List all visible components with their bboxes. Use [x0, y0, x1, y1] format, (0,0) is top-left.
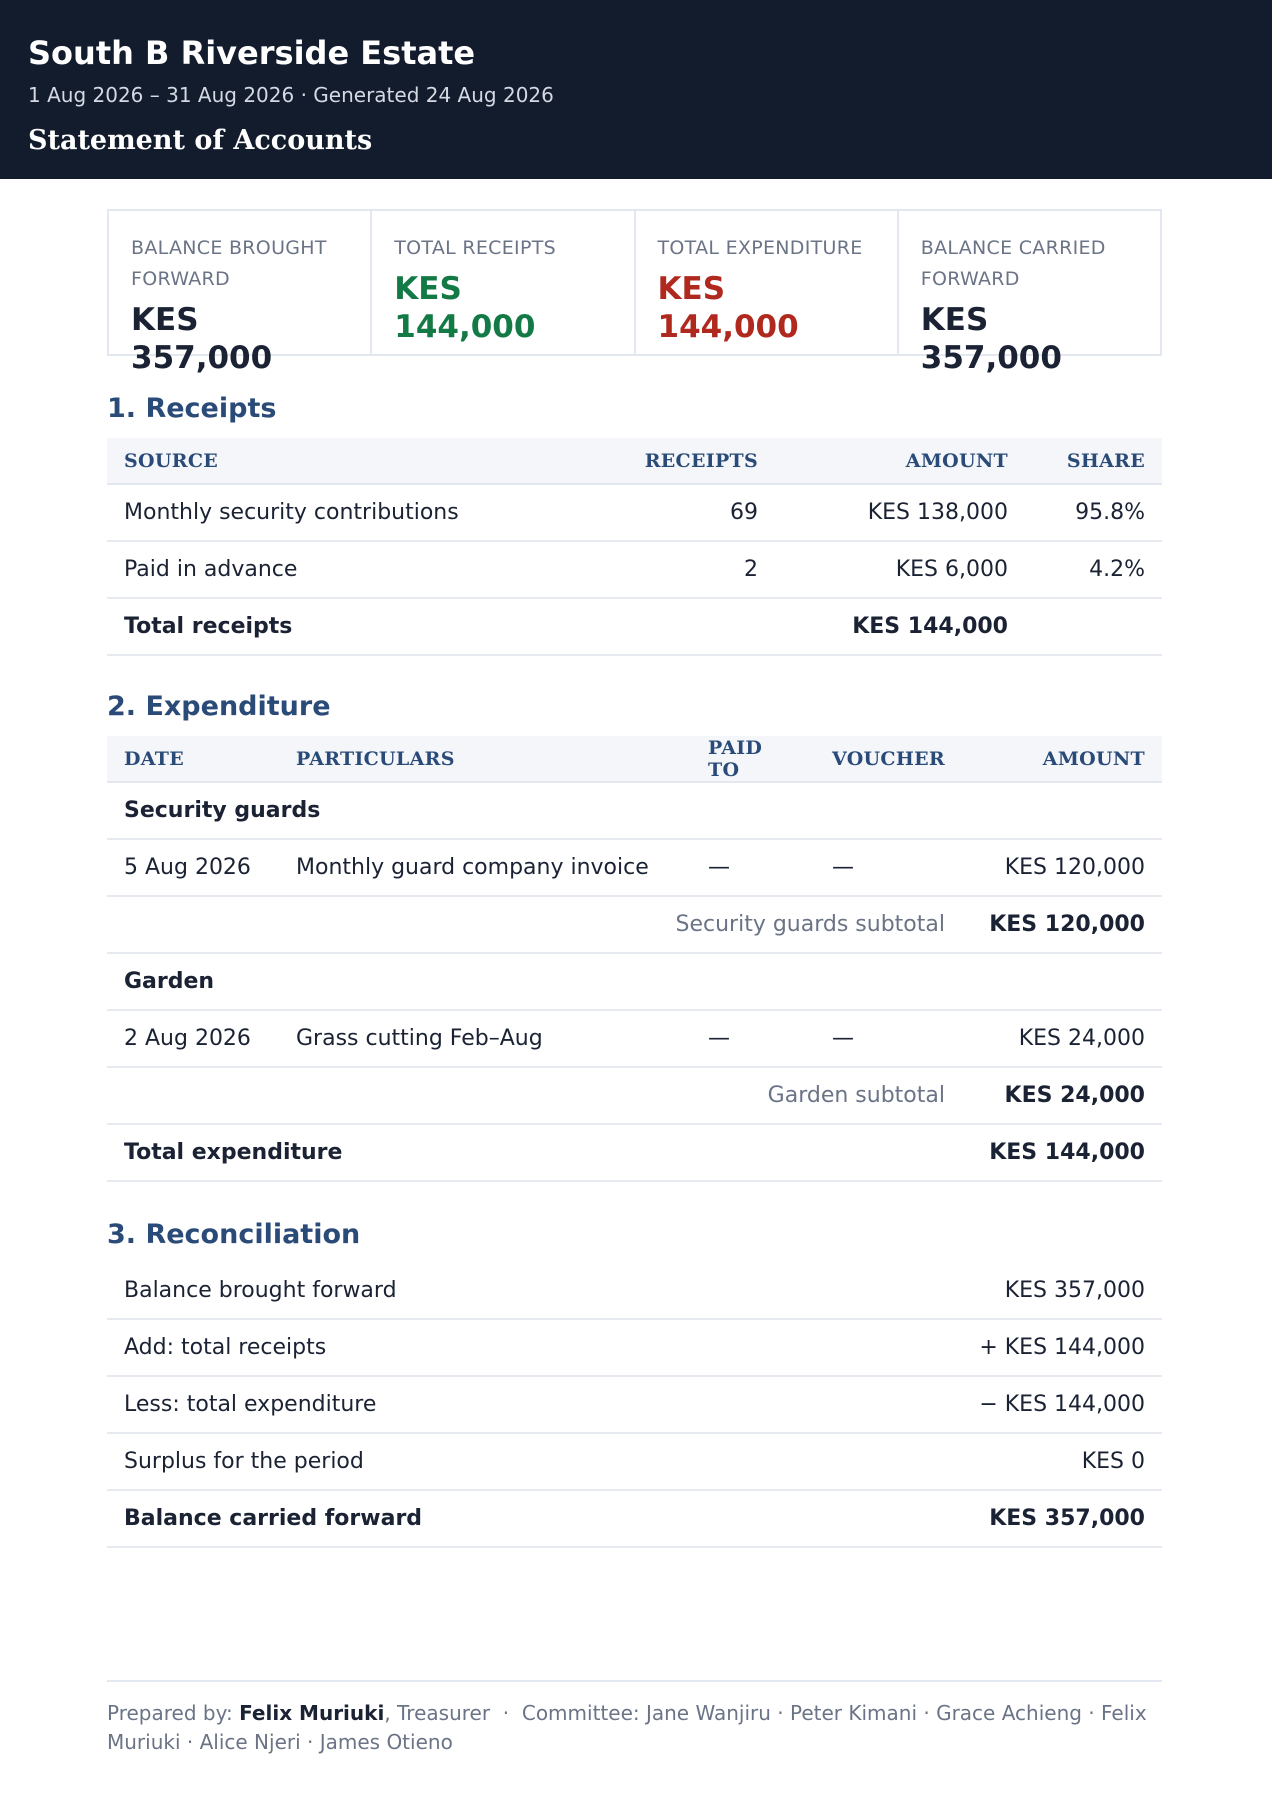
- col-receipts: RECEIPTS: [628, 438, 775, 484]
- table-row: [107, 1262, 1162, 1319]
- subtotal-row: [107, 896, 1162, 953]
- subtotal-row: [107, 1067, 1162, 1124]
- preparer-role: , Treasurer: [384, 1701, 491, 1725]
- prepared-by-label: Prepared by:: [107, 1701, 233, 1725]
- summary-value: KES 357,000: [131, 302, 273, 376]
- committee-list: Committee: Jane Wanjiru · Peter Kimani · Grace Achieng · Felix Muriuki · Alice Njeri · James Otieno: [107, 1701, 1147, 1754]
- summary-label: TOTAL EXPENDITURE: [657, 237, 863, 259]
- receipt-share: 4.2%: [1025, 541, 1162, 598]
- total-label: Total expenditure: [107, 1124, 962, 1181]
- subtotal-label: Garden subtotal: [107, 1067, 962, 1124]
- table-row: [107, 1433, 1162, 1490]
- expense-particulars: Monthly guard company invoice: [279, 839, 691, 896]
- summary-card-total-receipts: [372, 211, 635, 354]
- receipts-header-row: [107, 438, 1162, 484]
- recon-label: Balance brought forward: [107, 1262, 766, 1319]
- receipts-section-title: 1. Receipts: [107, 393, 277, 424]
- expenditure-total-row: [107, 1124, 1162, 1181]
- recon-label: Add: total receipts: [107, 1319, 766, 1376]
- expense-amount: KES 24,000: [962, 1010, 1162, 1067]
- total-amount: KES 144,000: [962, 1124, 1162, 1181]
- recon-label: Surplus for the period: [107, 1433, 766, 1490]
- expenditure-header-row: [107, 736, 1162, 782]
- estate-name: South B Riverside Estate: [28, 34, 476, 72]
- receipts-table: [107, 438, 1162, 656]
- receipt-share: 95.8%: [1025, 484, 1162, 541]
- table-row: [107, 1376, 1162, 1433]
- summary-label: TOTAL RECEIPTS: [394, 237, 556, 259]
- col-date: DATE: [107, 736, 279, 782]
- col-amount: AMOUNT: [962, 736, 1162, 782]
- table-row: [107, 839, 1162, 896]
- summary-card-balance-bf: [109, 211, 372, 376]
- receipts-total-row: [107, 598, 1162, 655]
- expenditure-group-row: [107, 782, 1162, 839]
- total-amount: KES 144,000: [775, 598, 1025, 655]
- col-source: SOURCE: [107, 438, 628, 484]
- statement-header: [0, 0, 1272, 179]
- summary-cards: [107, 209, 1162, 376]
- table-row: [107, 1319, 1162, 1376]
- col-amount: AMOUNT: [775, 438, 1025, 484]
- statement-footer: [107, 1680, 1162, 1757]
- expense-amount: KES 120,000: [962, 839, 1162, 896]
- summary-card-balance-cf: [899, 211, 1160, 376]
- total-label: Balance carried forward: [107, 1490, 766, 1547]
- footer-separator: ·: [502, 1701, 510, 1725]
- table-row: [107, 484, 1162, 541]
- expense-date: 2 Aug 2026: [107, 1010, 279, 1067]
- expenditure-section-title: 2. Expenditure: [107, 691, 331, 722]
- expenditure-group-row: [107, 953, 1162, 1010]
- subtotal-amount: KES 24,000: [962, 1067, 1162, 1124]
- recon-value: − KES 144,000: [766, 1376, 1162, 1433]
- empty-cell: [1025, 598, 1162, 655]
- reconciliation-table: [107, 1262, 1162, 1548]
- receipt-amount: KES 138,000: [775, 484, 1025, 541]
- col-particulars: PARTICULARS: [279, 736, 691, 782]
- total-amount: KES 357,000: [766, 1490, 1162, 1547]
- col-paid-to: PAID TO: [691, 736, 815, 782]
- receipt-count: 2: [628, 541, 775, 598]
- expense-date: 5 Aug 2026: [107, 839, 279, 896]
- reconciliation-total-row: [107, 1490, 1162, 1547]
- preparer-name: Felix Muriuki: [239, 1701, 385, 1725]
- total-label: Total receipts: [107, 598, 628, 655]
- reconciliation-section-title: 3. Reconciliation: [107, 1219, 361, 1250]
- empty-cell: [628, 598, 775, 655]
- summary-value: KES 144,000: [657, 271, 799, 345]
- receipt-amount: KES 6,000: [775, 541, 1025, 598]
- expense-paid-to: —: [691, 1010, 815, 1067]
- recon-value: + KES 144,000: [766, 1319, 1162, 1376]
- subtotal-label: Security guards subtotal: [107, 896, 962, 953]
- expenditure-table: [107, 736, 1162, 1182]
- expense-particulars: Grass cutting Feb–Aug: [279, 1010, 691, 1067]
- group-name: Security guards: [107, 782, 1162, 839]
- recon-value: KES 0: [766, 1433, 1162, 1490]
- expense-voucher: —: [815, 1010, 962, 1067]
- col-share: SHARE: [1025, 438, 1162, 484]
- recon-value: KES 357,000: [766, 1262, 1162, 1319]
- summary-value: KES 357,000: [920, 302, 1062, 376]
- receipt-source: Paid in advance: [107, 541, 628, 598]
- receipt-source: Monthly security contributions: [107, 484, 628, 541]
- recon-label: Less: total expenditure: [107, 1376, 766, 1433]
- col-voucher: VOUCHER: [815, 736, 962, 782]
- table-row: [107, 541, 1162, 598]
- summary-value: KES 144,000: [394, 271, 536, 345]
- group-name: Garden: [107, 953, 1162, 1010]
- statement-title: Statement of Accounts: [28, 125, 373, 156]
- summary-label: BALANCE CARRIED FORWARD: [920, 237, 1106, 290]
- table-row: [107, 1010, 1162, 1067]
- summary-card-total-expenditure: [636, 211, 899, 354]
- receipt-count: 69: [628, 484, 775, 541]
- subtotal-amount: KES 120,000: [962, 896, 1162, 953]
- statement-body: [107, 209, 1162, 1548]
- summary-label: BALANCE BROUGHT FORWARD: [131, 237, 327, 290]
- period-line: 1 Aug 2026 – 31 Aug 2026 · Generated 24 Aug 2026: [28, 83, 554, 107]
- expense-voucher: —: [815, 839, 962, 896]
- expense-paid-to: —: [691, 839, 815, 896]
